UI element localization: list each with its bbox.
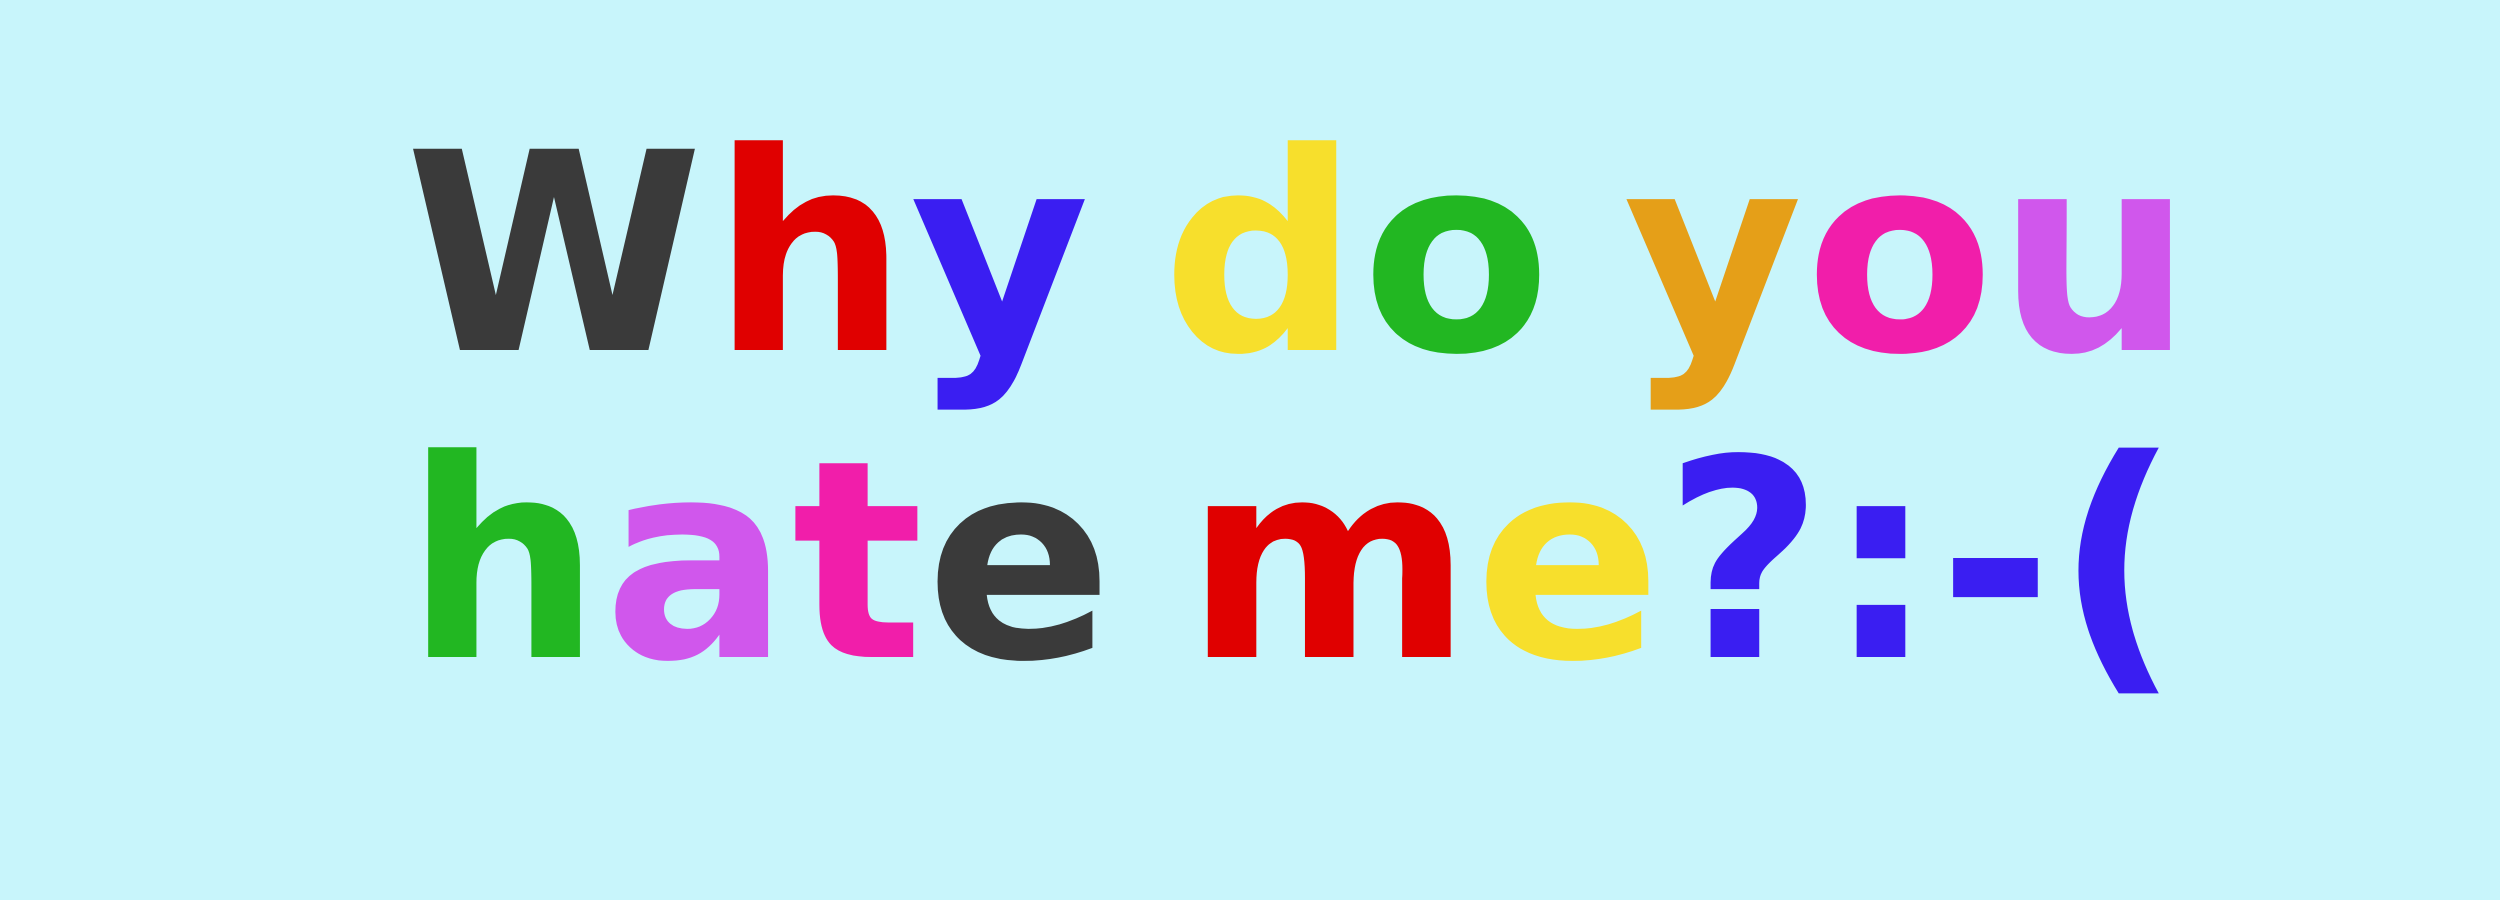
char-m: m [1184,402,1475,723]
char-o: o [1361,95,1554,416]
char-hyphen: - [1938,402,2055,723]
char-u: u [1996,95,2196,416]
char-d: d [1161,95,1362,416]
char-left-paren: ( [2054,402,2183,723]
char-y: y [909,95,1092,416]
char-e: e [1474,402,1664,723]
char-question-mark: ? [1663,402,1826,723]
char-o: o [1804,95,1997,416]
char-a: a [603,402,792,723]
text-line-1 [405,95,2196,416]
char-W: W [405,95,706,416]
char-y: y [1623,95,1805,416]
char-t: t [791,402,926,723]
text-line-2 [405,402,2183,723]
char-h: h [711,95,910,416]
char-e: e [925,402,1115,723]
char-colon: : [1825,402,1939,723]
char-h: h [405,402,604,723]
